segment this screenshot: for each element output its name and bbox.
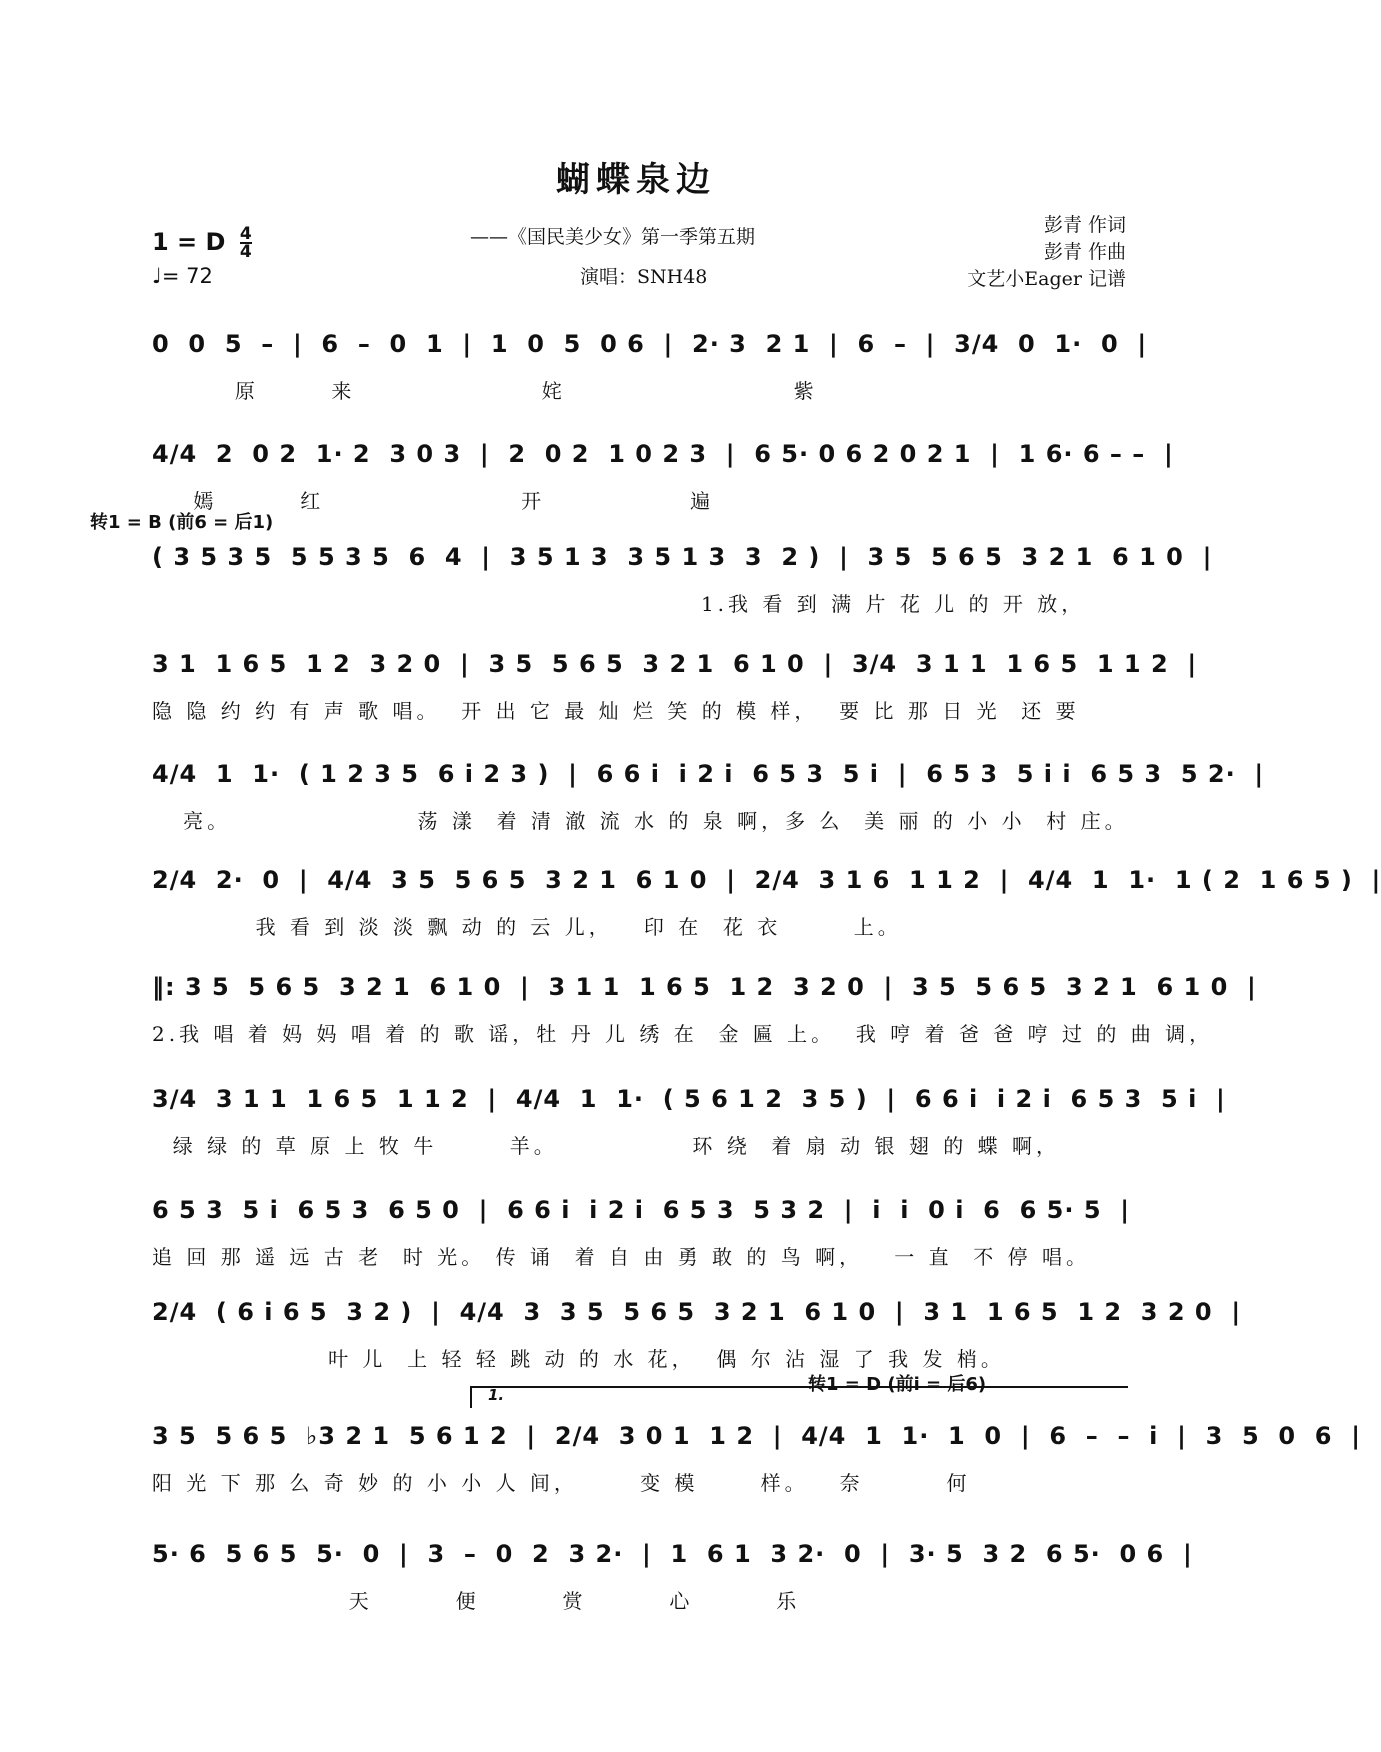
notation-line: 6 5 3 5 i 6 5 3 6 5 0 | 6 6 i i 2 i 6 5 3 5 3 2 | i i 0 i 6 6 5· 5 | bbox=[152, 1196, 1130, 1224]
singer-credit: 演唱：SNH48 bbox=[580, 266, 708, 288]
lyrics-line: 叶 儿 上 轻 轻 跳 动 的 水 花， 偶 尔 沾 湿 了 我 发 梢。 bbox=[152, 1347, 1005, 1371]
notation-line: ‖: 3 5 5 6 5 3 2 1 6 1 0 | 3 1 1 1 6 5 1 2 3 2 0 | 3 5 5 6 5 3 2 1 6 1 0 | bbox=[152, 973, 1257, 1001]
notation-line: 4/4 1 1· ( 1 2 3 5 6 i 2 3 ) | 6 6 i i 2 i 6 5 3 5 i | 6 5 3 5 i i 6 5 3 5 2· | bbox=[152, 760, 1265, 788]
volta-label: 1. bbox=[488, 1386, 505, 1404]
modulation-marking-2: 转1 = D (前i = 后6) bbox=[808, 1374, 987, 1395]
volta-bracket bbox=[470, 1386, 1128, 1408]
transcriber-credit: 文艺小Eager 记谱 bbox=[967, 268, 1126, 290]
lyrics-line: 原 来 姹 紫 bbox=[152, 379, 818, 403]
notation-line: 5· 6 5 6 5 5· 0 | 3 – 0 2 3 2· | 1 6 1 3 2· 0 | 3· 5 3 2 6 5· 0 6 | bbox=[152, 1540, 1193, 1568]
time-signature-bottom: 4 bbox=[239, 242, 252, 262]
notation-line: ( 3 5 3 5 5 5 3 5 6 4 | 3 5 1 3 3 5 1 3 3 2 ) | 3 5 5 6 5 3 2 1 6 1 0 | bbox=[152, 543, 1213, 571]
lyricist-credit: 彭青 作词 bbox=[1043, 214, 1126, 236]
notation-line: 3/4 3 1 1 1 6 5 1 1 2 | 4/4 1 1· ( 5 6 1 2 3 5 ) | 6 6 i i 2 i 6 5 3 5 i | bbox=[152, 1085, 1226, 1113]
subtitle: ——《国民美少女》第一季第五期 bbox=[470, 226, 756, 248]
notation-line: 2/4 ( 6 i 6 5 3 2 ) | 4/4 3 3 5 5 6 5 3 2 1 6 1 0 | 3 1 1 6 5 1 2 3 2 0 | bbox=[152, 1298, 1242, 1326]
lyrics-line: 我 看 到 淡 淡 飘 动 的 云 儿， 印 在 花 衣 上。 bbox=[152, 915, 902, 939]
credits-block bbox=[967, 212, 1126, 293]
tempo-marking: ♩= 72 bbox=[152, 264, 213, 288]
notation-line: 3 1 1 6 5 1 2 3 2 0 | 3 5 5 6 5 3 2 1 6 1 0 | 3/4 3 1 1 1 6 5 1 1 2 | bbox=[152, 650, 1198, 678]
lyrics-line: 1.我 看 到 满 片 花 儿 的 开 放， bbox=[152, 592, 1086, 616]
notation-line: 3 5 5 6 5 ♭3 2 1 5 6 1 2 | 2/4 3 0 1 1 2 | 4/4 1 1· 1 0 | 6 – – i | 3 5 0 6 | bbox=[152, 1422, 1361, 1450]
notation-line: 0 0 5 – | 6 – 0 1 | 1 0 5 0 6 | 2· 3 2 1 | 6 – | 3/4 0 1· 0 | bbox=[152, 330, 1148, 358]
time-signature-top: 4 bbox=[239, 224, 252, 244]
lyrics-line: 2.我 唱 着 妈 妈 唱 着 的 歌 谣，牡 丹 儿 绣 在 金 匾 上。 我 哼 着 爸 爸 哼 过 的 曲 调， bbox=[152, 1022, 1214, 1046]
lyrics-line: 隐 隐 约 约 有 声 歌 唱。 开 出 它 最 灿 烂 笑 的 模 样， 要 比 那 日 光 还 要 bbox=[152, 699, 1080, 723]
modulation-marking-1: 转1 = B (前6 = 后1) bbox=[90, 512, 274, 533]
lyrics-line: 亮。 荡 漾 着 清 澈 流 水 的 泉 啊，多 么 美 丽 的 小 小 村 庄。 bbox=[152, 809, 1129, 833]
song-title: 蝴蝶泉边 bbox=[556, 160, 716, 200]
time-signature bbox=[240, 226, 252, 260]
lyrics-line: 天 便 赏 心 乐 bbox=[152, 1589, 801, 1613]
key-label: 1 = D bbox=[152, 228, 226, 256]
lyrics-line: 阳 光 下 那 么 奇 妙 的 小 小 人 间， 变 模 样。 奈 何 bbox=[152, 1471, 971, 1495]
lyrics-line: 绿 绿 的 草 原 上 牧 牛 羊。 环 绕 着 扇 动 银 翅 的 蝶 啊， bbox=[152, 1134, 1060, 1158]
composer-credit: 彭青 作曲 bbox=[1043, 241, 1126, 263]
lyrics-line: 追 回 那 遥 远 古 老 时 光。 传 诵 着 自 由 勇 敢 的 鸟 啊， 一 直 不 停 唱。 bbox=[152, 1245, 1091, 1269]
key-signature bbox=[152, 226, 252, 260]
lyrics-line: 嫣 红 开 遍 bbox=[152, 489, 715, 513]
notation-line: 4/4 2 0 2 1· 2 3 0 3 | 2 0 2 1 0 2 3 | 6 5· 0 6 2 0 2 1 | 1 6· 6 – – | bbox=[152, 440, 1174, 468]
notation-line: 2/4 2· 0 | 4/4 3 5 5 6 5 3 2 1 6 1 0 | 2/4 3 1 6 1 1 2 | 4/4 1 1· 1 ( 2 1 6 5 ) | bbox=[152, 866, 1381, 894]
